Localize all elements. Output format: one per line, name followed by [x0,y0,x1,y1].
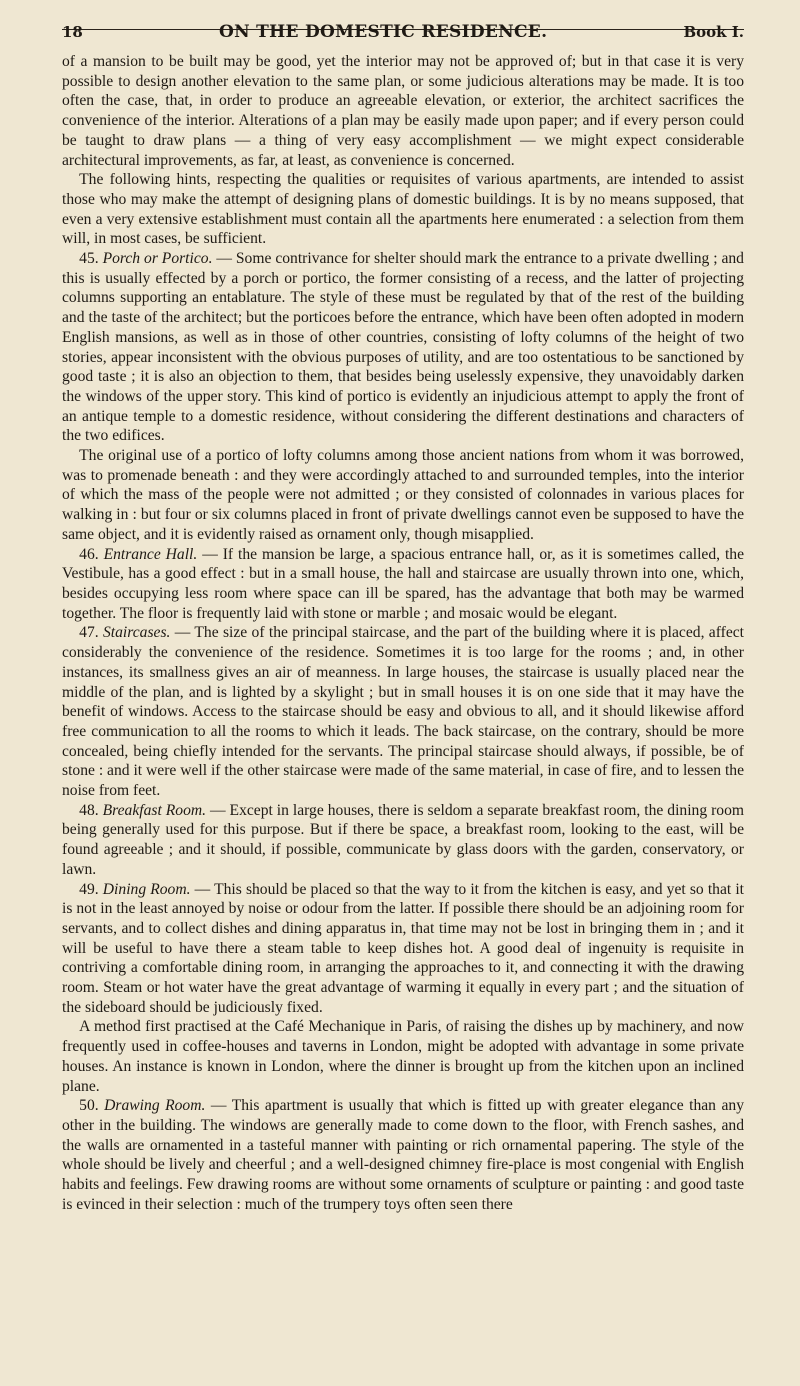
paragraph-number: 45. [79,250,99,268]
running-title: ON THE DOMESTIC RESIDENCE. [219,22,548,42]
body-text [62,52,744,1214]
paragraph [62,446,744,545]
paragraph-text: — If the mansion be large, a spacious entrance hall, or, as it is sometimes called, the Vestibule, has a good effect : but in a small house, the hall and staircase are usually thrown into one, which, besides occupying less room where space can ill be spared, has the advantage that both may be warmed together. The floor is frequently laid with stone or marble ; and mosaic would be elegant. [62,545,744,622]
paragraph-number: 49. [79,880,99,898]
book-label: Book I. [683,23,744,41]
paragraph-heading: Porch or Portico. [102,250,213,268]
paragraph-text: — The size of the principal staircase, and the part of the building where it is placed, affect considerably the convenience of the residence. Sometimes it is too large for the rooms ; and, in other instances, its smallness gives an air of meanness. In large houses, the staircase is usually placed near the middle of the plan, and is lighted by a skylight ; but in small houses it is on one side that it may have the benefit of windows. Access to the staircase should be easy and obvious to all, and it should likewise afford free communication to all the rooms to which it leads. The back staircase, on the contrary, should be more concealed, being chiefly intended for the servants. The principal staircase should always, if possible, be of stone : and it were well if the other staircase were made of the same material, in case of fire, and to lessen the noise from feet. [62,624,744,800]
paragraph-number: 50. [79,1097,99,1115]
paragraph [62,249,744,446]
paragraph [62,170,744,249]
paragraph-heading: Breakfast Room. [102,801,207,819]
paragraph-heading: Staircases. [103,624,171,642]
paragraph-heading: Dining Room. [102,880,191,898]
paragraph-text: — This should be placed so that the way to it from the kitchen is easy, and yet so that it is not in the least annoyed by noise or odour from the latter. If possible there should be an adjoining room for servants, and to collect dishes and dining apparatus in, that time may not be lost in bringing them in ; and it will be useful to have there a steam table to keep dishes hot. A good deal of ingenuity is requisite in contriving a comfortable dining room, in arranging the approaches to it, and connecting it with the drawing room. Steam or hot water have the great advantage of warming it equally in every part ; and the situation of the sideboard should be judiciously fixed. [62,880,745,1016]
paragraph [62,52,744,170]
paragraph [62,623,744,800]
paragraph-heading: Drawing Room. [104,1097,206,1115]
paragraph-text: — This apartment is usually that which is fitted up with greater elegance than any other in the building. The windows are generally made to come down to the floor, with French sashes, and the walls are ornamented in a tasteful manner with painting or rich ornamental papering. The style of the whole should be lively and cheerful ; and a well-designed chimney fire-place is most congenial with English habits and feelings. Few drawing rooms are without some ornaments of sculpture or painting : and good taste is evinced in their selection : much of the trumpery toys often seen there [62,1097,744,1213]
paragraph-text: — Some contrivance for shelter should mark the entrance to a private dwelling ; and this is usually effected by a porch or portico, the former consisting of a recess, and the latter of projecting columns supporting an entablature. The style of these must be regulated by that of the rest of the building and the taste of the architect; but the porticoes before the entrance, which have been often adopted in modern English mansions, as well as in those of other countries, consisting of lofty columns of the height of two stories, appear inconsistent with the obvious purposes of utility, and are too ostentatious to be sanctioned by good taste ; it is also an objection to them, that besides being uselessly expensive, they unavoidably darken the windows of the upper story. This kind of portico is evidently an injudicious attempt to apply the front of an antique temple to a domestic residence, without considering the different destinations and characters of the two edifices. [62,250,744,445]
page-number: 18 [62,23,83,41]
paragraph-number: 48. [79,801,99,819]
paragraph-text: The following hints, respecting the qualities or requisites of various apartments, are intended to assist those who may make the attempt of designing plans of domestic buildings. It is by no means supposed, that even a very extensive establishment must contain all the apartments here enumerated : a selection from them will, in most cases, be sufficient. [62,171,744,248]
paragraph-text: The original use of a portico of lofty columns among those ancient nations from whom it was borrowed, was to promenade beneath : and they were accordingly attached to and surrounded temples, into the interior of which the mass of the people were not admitted ; or they consisted of colonnades in various places for walking in : but four or six columns placed in front of private dwellings cannot even be supposed to have the same object, and it is evidently raised as ornament only, though misapplied. [62,447,744,543]
paragraph [62,880,744,1018]
paragraph-text: — Except in large houses, there is seldom a separate breakfast room, the dining room being generally used for this purpose. But if there be space, a breakfast room, looking to the east, will be found agreeable ; and it should, if possible, communicate by glass doors with the garden, conservatory, or lawn. [62,801,744,878]
paragraph [62,801,744,880]
paragraph-number: 47. [79,624,99,642]
running-head [62,0,744,42]
paragraph-text: of a mansion to be built may be good, yet the interior may not be approved of; but in that case it is very possible to design another elevation to the same plan, or some judicious alterations may be made. It is too often the case, that, in order to produce an agreeable elevation, or exterior, the architect sacrifices the convenience of the interior. Alterations of a plan may be easily made upon paper; and if every person could be taught to draw plans — a thing of very easy accomplishment — we might expect considerable architectural improvements, as far, at least, as convenience is concerned. [62,53,744,169]
paragraph [62,1017,744,1096]
paragraph-text: A method first practised at the Café Mechanique in Paris, of raising the dishes up by machinery, and now frequently used in coffee-houses and taverns in London, might be adopted with advantage in some private houses. An instance is known in London, where the dinner is brought up from the kitchen upon an inclined plane. [62,1018,744,1095]
paragraph [62,545,744,624]
paragraph-heading: Entrance Hall. [103,545,198,563]
paragraph-number: 46. [79,545,99,563]
paragraph [62,1096,744,1214]
